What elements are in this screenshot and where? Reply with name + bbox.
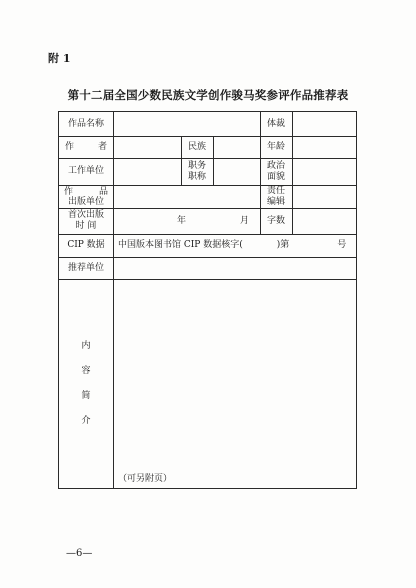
- label-year: 年: [176, 215, 186, 226]
- cip-field[interactable]: [114, 234, 360, 257]
- input-workplace[interactable]: [114, 158, 181, 185]
- label-publisher-unit: 出版单位: [67, 196, 104, 207]
- input-age[interactable]: [293, 136, 356, 158]
- label-summary-char-1: 内: [81, 341, 91, 351]
- label-summary-char-4: 介: [81, 416, 91, 426]
- form-title: 第十二届全国少数民族文学创作骏马奖参评作品推荐表: [67, 88, 349, 102]
- input-work-name[interactable]: [114, 112, 260, 136]
- cip-mid: )第: [276, 240, 290, 250]
- label-summary: [59, 280, 113, 488]
- input-first-pub-date[interactable]: [114, 208, 260, 234]
- label-summary-char-2: 容: [81, 366, 91, 376]
- label-author-char-1: 作: [65, 141, 75, 152]
- label-month: 月: [240, 215, 250, 226]
- cip-suffix: 号: [337, 240, 347, 250]
- input-word-count[interactable]: [293, 208, 356, 234]
- page-number: —6—: [66, 548, 93, 559]
- label-workplace: 工作单位: [67, 166, 104, 176]
- label-author-char-2: 者: [97, 141, 107, 152]
- label-word-count: 字数: [266, 215, 285, 226]
- input-political-status[interactable]: [293, 158, 356, 185]
- label-political-status: 政治 面貌: [266, 160, 285, 182]
- label-editor: 责任 编辑: [266, 185, 285, 207]
- input-recommender[interactable]: [114, 257, 356, 279]
- label-summary-char-3: 简: [81, 391, 91, 401]
- annex-label: 附 1: [48, 52, 71, 65]
- input-publisher[interactable]: [114, 185, 260, 208]
- input-genre[interactable]: [293, 112, 356, 136]
- label-publisher: [59, 185, 113, 208]
- label-ethnicity: 民族: [187, 141, 206, 152]
- attach-note: （可另附页）: [118, 474, 173, 484]
- recommendation-form-table: [58, 111, 357, 489]
- input-ethnicity[interactable]: [214, 136, 260, 158]
- label-work-name: 作品名称: [67, 118, 104, 129]
- label-position-title: 职务 职称: [187, 160, 206, 182]
- label-publisher-char-2: 品: [98, 186, 108, 197]
- label-recommender: 推荐单位: [67, 262, 104, 273]
- input-position-title[interactable]: [214, 158, 260, 185]
- input-summary[interactable]: [114, 280, 356, 488]
- label-publisher-char-1: 作: [64, 186, 74, 197]
- label-age: 年龄: [266, 141, 285, 152]
- input-author[interactable]: [114, 136, 181, 158]
- label-first-pub-date: 首次出版 时 间: [67, 210, 104, 231]
- label-cip: CIP 数据: [67, 240, 105, 250]
- cip-prefix: 中国版本图书馆 CIP 数据核字(: [118, 240, 243, 250]
- label-genre: 体裁: [266, 118, 285, 129]
- input-editor[interactable]: [293, 185, 356, 208]
- label-author: [59, 136, 113, 158]
